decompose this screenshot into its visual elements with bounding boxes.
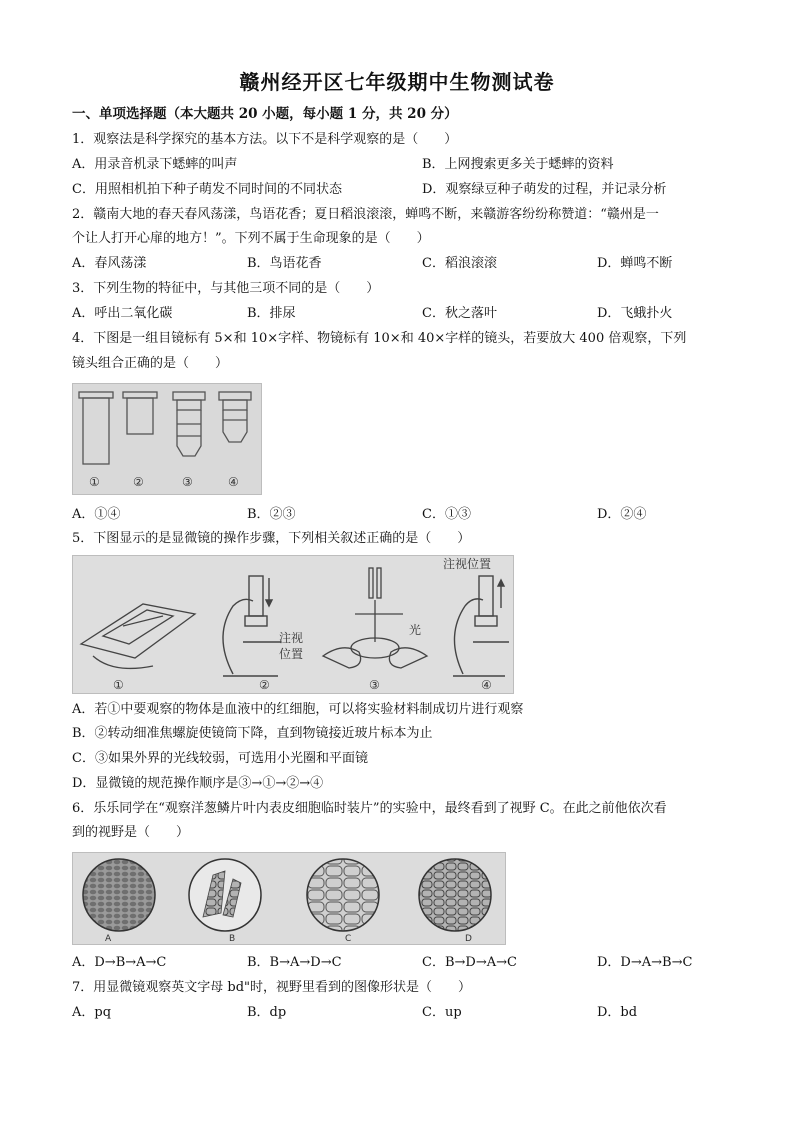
- q1-option-a: A．用录音机录下蟋蟀的叫声: [72, 157, 238, 172]
- q2-stem-line2: 个让人打开心扉的地方！”。下列不属于生命现象的是（ ）: [72, 231, 430, 246]
- microscope-steps-figure: [72, 555, 514, 694]
- q6-stem-line1: 6．乐乐同学在“观察洋葱鳞片叶内表皮细胞临时装片”的实验中，最终看到了视野 C。在此之前他依次看: [72, 801, 667, 816]
- q5-option-d: D．显微镜的规范操作顺序是③→①→②→④: [72, 776, 324, 791]
- lens-figure: [72, 383, 262, 495]
- view-b-circle: [189, 859, 261, 931]
- q1-option-c: C．用照相机拍下种子萌发不同时间的不同状态: [72, 182, 342, 197]
- lens-label-3: ③: [182, 475, 193, 489]
- q3-option-a: A．呼出二氧化碳: [72, 306, 173, 321]
- q4-option-a: A．①④: [72, 507, 121, 522]
- step-label-2: ②: [259, 678, 270, 692]
- q2-option-b: B．鸟语花香: [247, 256, 322, 271]
- q4-option-c: C．①③: [422, 507, 471, 522]
- watch-position-label-2: 位置: [279, 647, 304, 661]
- q7-option-a: A．pq: [72, 1005, 112, 1020]
- q1-option-b: B．上网搜索更多关于蟋蟀的资料: [422, 157, 614, 172]
- step-label-1: ①: [113, 678, 124, 692]
- view-c-circle: [307, 859, 379, 931]
- q4-stem-line2: 镜头组合正确的是（ ）: [72, 356, 229, 371]
- q3-option-d: D．飞蛾扑火: [597, 306, 673, 321]
- q2-option-d: D．蝉鸣不断: [597, 256, 673, 271]
- view-d-circle: [419, 859, 491, 931]
- q5-option-b: B．②转动细准焦螺旋使镜筒下降，直到物镜接近玻片标本为止: [72, 726, 433, 741]
- lens-label-4: ④: [228, 475, 239, 489]
- q4-option-b: B．②③: [247, 507, 296, 522]
- view-label-b: B: [229, 934, 236, 944]
- q7-option-c: C．up: [422, 1005, 462, 1020]
- step-label-3: ③: [369, 678, 380, 692]
- step-label-4: ④: [481, 678, 492, 692]
- q7-stem: 7．用显微镜观察英文字母 bd"时，视野里看到的图像形状是（ ）: [72, 980, 472, 995]
- q1-option-d: D．观察绿豆种子萌发的过程，并记录分析: [422, 182, 667, 197]
- view-label-a: A: [105, 934, 112, 944]
- q1-stem: 1．观察法是科学探究的基本方法。以下不是科学观察的是（ ）: [72, 132, 458, 147]
- q6-option-a: A．D→B→A→C: [72, 955, 167, 970]
- q4-option-d: D．②④: [597, 507, 647, 522]
- watch-position-label-top: 注视位置: [443, 557, 492, 571]
- q6-option-c: C．B→D→A→C: [422, 955, 517, 970]
- q5-option-a: A．若①中要观察的物体是血液中的红细胞，可以将实验材料制成切片进行观察: [72, 702, 524, 717]
- lens-label-1: ①: [89, 475, 100, 489]
- section-heading: 一、单项选择题（本大题共 20 小题，每小题 1 分，共 20 分）: [72, 106, 458, 122]
- q2-option-a: A．春风荡漾: [72, 256, 147, 271]
- q2-stem-line1: 2．赣南大地的春天春风荡漾，鸟语花香；夏日稻浪滚滚，蝉鸣不断，来赣游客纷纷称赞道：“赣州是一: [72, 207, 659, 222]
- q5-option-c: C．③如果外界的光线较弱，可选用小光圈和平面镜: [72, 751, 368, 766]
- view-a-circle: [83, 859, 155, 931]
- q3-option-b: B．排尿: [247, 306, 296, 321]
- view-label-c: C: [345, 934, 352, 944]
- q7-option-b: B．dp: [247, 1005, 287, 1020]
- q5-stem: 5．下图显示的是显微镜的操作步骤，下列相关叙述正确的是（ ）: [72, 531, 471, 546]
- q2-option-c: C．稻浪滚滚: [422, 256, 497, 271]
- q7-option-d: D．bd: [597, 1005, 638, 1020]
- light-label: 光: [409, 623, 422, 637]
- view-label-d: D: [465, 934, 472, 944]
- page-title: 赣州经开区七年级期中生物测试卷: [239, 70, 555, 94]
- watch-position-label-1: 注视: [279, 631, 304, 645]
- q6-option-d: D．D→A→B→C: [597, 955, 693, 970]
- q3-option-c: C．秋之落叶: [422, 306, 497, 321]
- q4-stem-line1: 4．下图是一组目镜标有 5×和 10×字样、物镜标有 10×和 40×字样的镜头，若要放大 400 倍观察，下列: [72, 331, 687, 346]
- q6-stem-line2: 到的视野是（ ）: [72, 825, 190, 840]
- q6-option-b: B．B→A→D→C: [247, 955, 342, 970]
- microscope-views-figure: [72, 852, 506, 945]
- lens-label-2: ②: [133, 475, 144, 489]
- q3-stem: 3．下列生物的特征中，与其他三项不同的是（ ）: [72, 281, 380, 296]
